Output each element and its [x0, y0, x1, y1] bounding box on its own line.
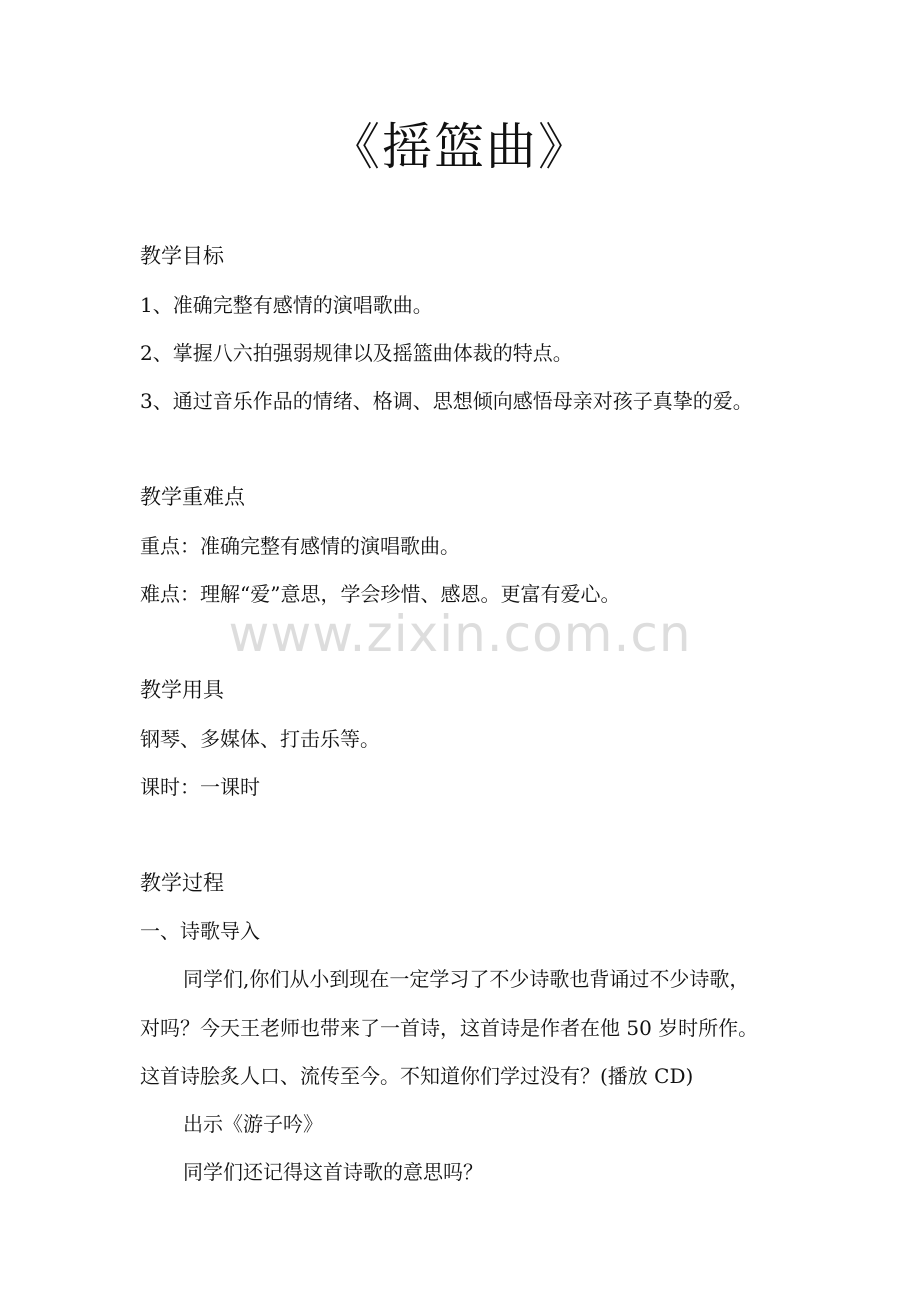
watermark: www.zixin.com.cn	[228, 605, 692, 663]
difficulty-text: 难点：理解“爱”意思，学会珍惜、感恩。更富有爱心。	[140, 582, 621, 606]
section-title-poem-intro: 一、诗歌导入	[140, 919, 260, 943]
tools-list: 钢琴、多媒体、打击乐等。	[140, 727, 380, 751]
class-period: 课时：一课时	[140, 775, 260, 799]
tools-heading: 教学用具	[140, 678, 224, 702]
question-line: 同学们还记得这首诗歌的意思吗？	[183, 1160, 483, 1184]
key-points-heading: 教学重难点	[140, 485, 245, 509]
document-title: 《摇篮曲》	[330, 118, 590, 176]
paragraph-line-2: 对吗？今天王老师也带来了一首诗，这首诗是作者在他 50 岁时所作。	[140, 1016, 759, 1040]
process-heading: 教学过程	[140, 871, 224, 895]
objective-item-3: 3、通过音乐作品的情绪、格调、思想倾向感悟母亲对孩子真挚的爱。	[140, 389, 753, 413]
show-poem-line: 出示《游子吟》	[183, 1112, 323, 1136]
paragraph-line-1: 同学们,你们从小到现在一定学习了不少诗歌也背诵过不少诗歌，	[183, 967, 750, 991]
key-point-text: 重点：准确完整有感情的演唱歌曲。	[140, 534, 460, 558]
objective-item-1: 1、准确完整有感情的演唱歌曲。	[140, 293, 433, 317]
objectives-heading: 教学目标	[140, 244, 224, 268]
objective-item-2: 2、掌握八六拍强弱规律以及摇篮曲体裁的特点。	[140, 341, 573, 365]
paragraph-line-3: 这首诗脍炙人口、流传至今。不知道你们学过没有？(播放 CD)	[140, 1064, 694, 1088]
